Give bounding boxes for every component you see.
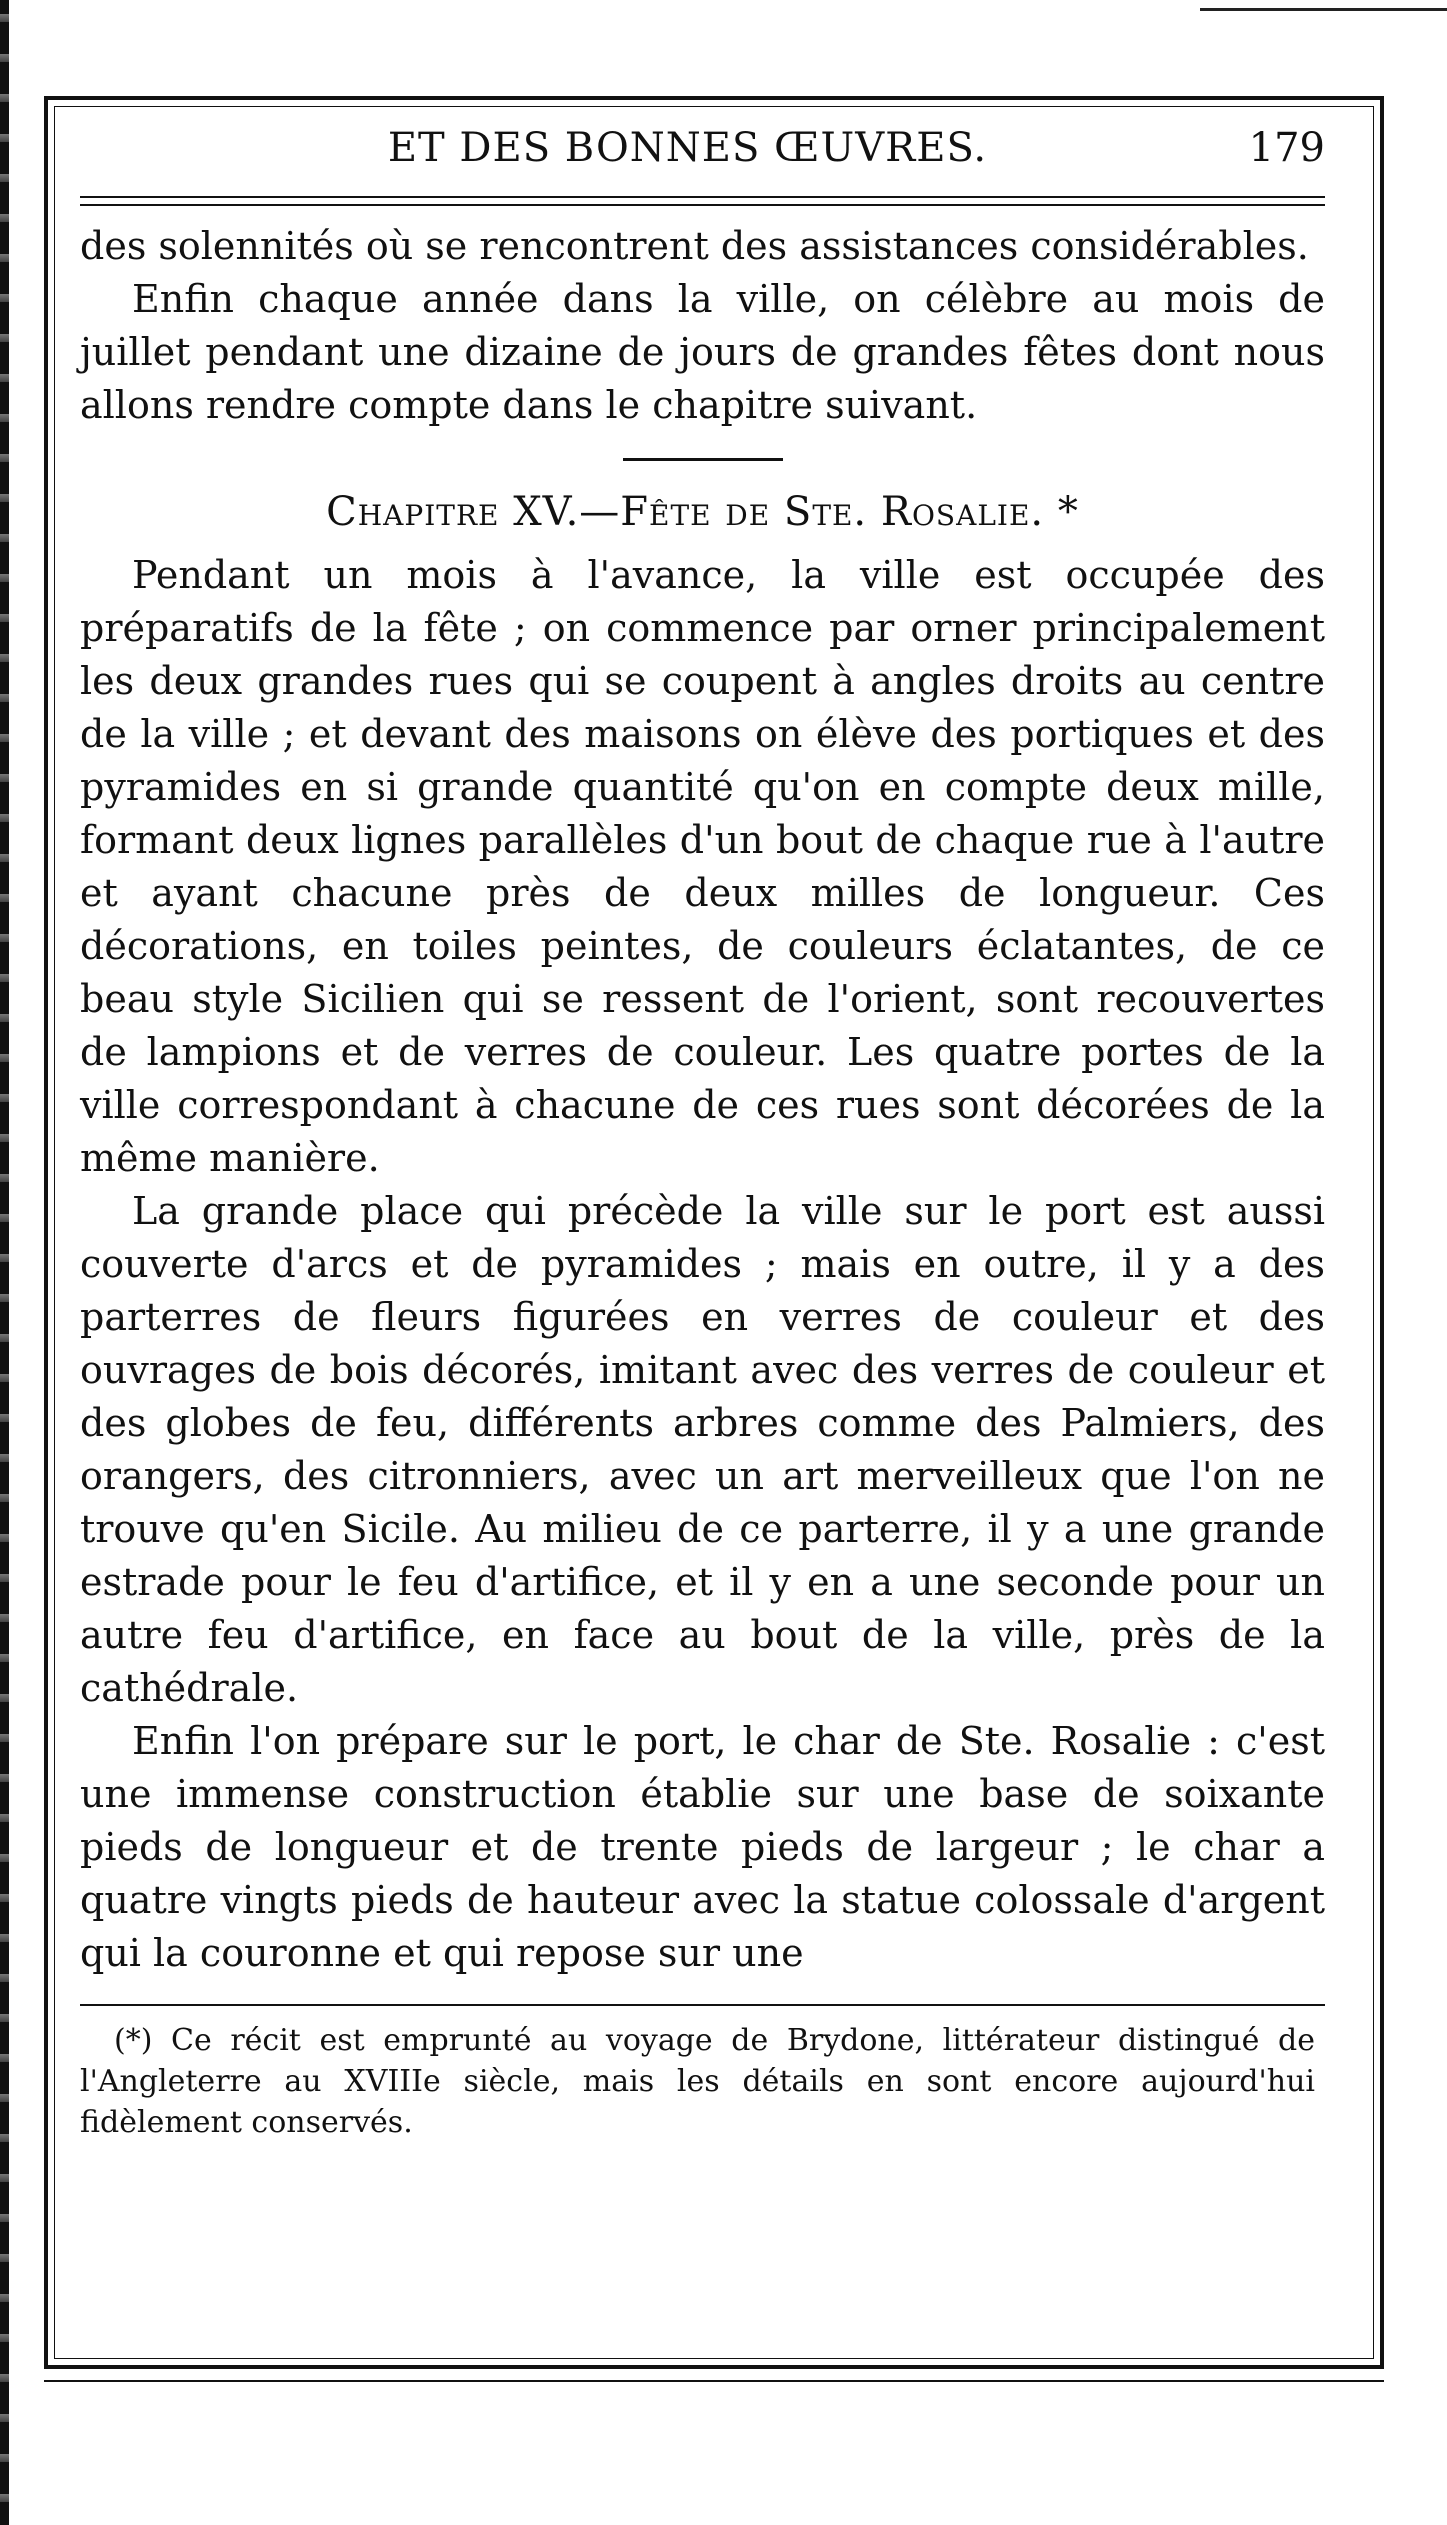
bottom-rule xyxy=(44,2380,1384,2382)
paragraph: Enfin chaque année dans la ville, on célèbre au mois de juillet pendant une dizaine de jours de grandes fêtes dont nous allons rendre compte dans le chapitre suivant. xyxy=(80,277,1325,427)
chapter-heading: Chapitre XV.—Fête de Ste. Rosalie. * xyxy=(326,489,1079,535)
paragraph: La grande place qui précède la ville sur le port est aussi couverte d'arcs et de pyramides ; mais en outre, il y a des parterres de fleurs figurées en verres de couleur et des ouvrages de bois décorés, imitant avec des verres de couleur et des globes de feu, différents arbres comme des Palmiers, des orangers, des citronniers, avec un art merveilleux que l'on ne trouve qu'en Sicile. Au milieu de ce parterre, il y a une grande estrade pour le feu d'artifice, et il y en a une seconde pour un autre feu d'artifice, en face au bout de la ville, près de la cathédrale. xyxy=(80,1189,1325,1710)
paragraph: Pendant un mois à l'avance, la ville est occupée des préparatifs de la fête ; on commence par orner principalement les deux grandes rues qui se coupent à angles droits au centre de la ville ; et devant des maisons on élève des portiques et des pyramides en si grande quantité qu'on en compte deux mille, formant deux lignes parallèles d'un bout de chaque rue à l'autre et ayant chacune près de deux milles de longueur. Ces décorations, en toiles peintes, de couleurs éclatantes, de ce beau style Sicilien qui se ressent de l'orient, sont recouvertes de lampions et de verres de couleur. Les quatre portes de la ville correspondant à chacune de ces rues sont décorées de la même manière. xyxy=(80,553,1325,1180)
header-rule xyxy=(80,196,1325,206)
footnote-rule xyxy=(80,2004,1325,2006)
page-number: 179 xyxy=(1248,125,1325,171)
page-content xyxy=(80,118,1325,2143)
scan-top-line xyxy=(1200,8,1447,11)
footnote: (*) Ce récit est emprunté au voyage de Brydone, littérateur distingué de l'Angleterre au XVIIIe siècle, mais les détails en sont encore aujourd'hui fidèlement conservés. xyxy=(80,2023,1315,2140)
running-title: ET DES BONNES ŒUVRES. xyxy=(387,125,988,171)
page-header xyxy=(80,118,1325,178)
scan-edge-artifact xyxy=(0,0,9,2525)
section-divider xyxy=(623,458,783,461)
paragraph: des solennités où se rencontrent des assistances considérables. xyxy=(80,224,1309,268)
paragraph: Enfin l'on prépare sur le port, le char de Ste. Rosalie : c'est une immense construction établie sur une base de soixante pieds de longueur et de trente pieds de largeur ; le char a quatre vingts pieds de hauteur avec la statue colossale d'argent qui la couronne et qui repose sur une xyxy=(80,1719,1325,1975)
